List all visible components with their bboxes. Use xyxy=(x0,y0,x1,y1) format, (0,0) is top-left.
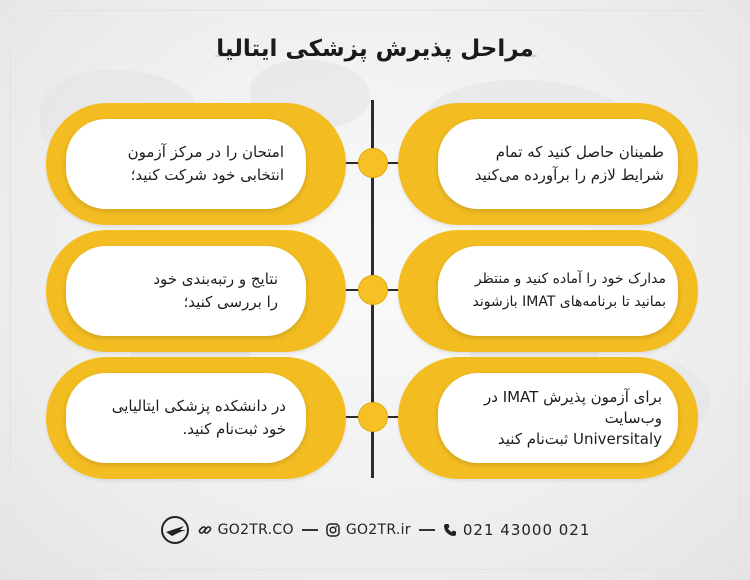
step-bubble xyxy=(66,119,306,209)
step-bubble xyxy=(438,246,678,336)
step-bubble xyxy=(438,119,678,209)
instagram-text: GO2TR.ir xyxy=(345,522,411,538)
step-text: امتحان را در مرکز آزمون انتخابی خود شرکت کنید؛ xyxy=(127,143,284,184)
footer xyxy=(0,514,750,546)
page-title: مراحل پذیرش پزشکی ایتالیا xyxy=(216,36,534,62)
step-card-left xyxy=(46,230,346,352)
step-bubble xyxy=(66,246,306,336)
footer-website[interactable] xyxy=(198,522,294,538)
timeline-node xyxy=(358,275,388,305)
footer-separator xyxy=(419,529,435,531)
timeline-node xyxy=(358,402,388,432)
footer-separator xyxy=(302,529,318,531)
step-text: طمینان حاصل کنید که تمام شرایط لازم را برآورده می‌کنید xyxy=(474,143,664,184)
website-text: GO2TR.CO xyxy=(217,522,294,538)
timeline-node xyxy=(358,148,388,178)
step-card-right xyxy=(398,103,698,225)
step-text: برای آزمون پذیرش IMAT در وب‌سایت Universitaly ثبت‌نام کنید xyxy=(483,387,662,448)
footer-phone[interactable] xyxy=(443,521,591,539)
step-card-left xyxy=(46,103,346,225)
step-card-right xyxy=(398,357,698,479)
instagram-icon xyxy=(326,523,340,537)
step-bubble xyxy=(438,373,678,463)
step-text: در دانشکده پزشکی ایتالیایی خود ثبت‌نام کنید. xyxy=(111,397,286,438)
step-card-left xyxy=(46,357,346,479)
footer-instagram[interactable] xyxy=(326,522,411,538)
step-text: نتایج و رتبه‌بندی خود را بررسی کنید؛ xyxy=(153,270,278,311)
step-bubble xyxy=(66,373,306,463)
step-text: مدارک خود را آماده کنید و منتظر بمانید تا برنامه‌های IMAT بازشوند xyxy=(472,271,666,310)
phone-text: 021 43000 021 xyxy=(462,521,591,539)
link-icon xyxy=(198,523,212,537)
go2tr-logo-icon xyxy=(160,515,190,545)
phone-icon xyxy=(443,523,457,537)
step-card-right xyxy=(398,230,698,352)
